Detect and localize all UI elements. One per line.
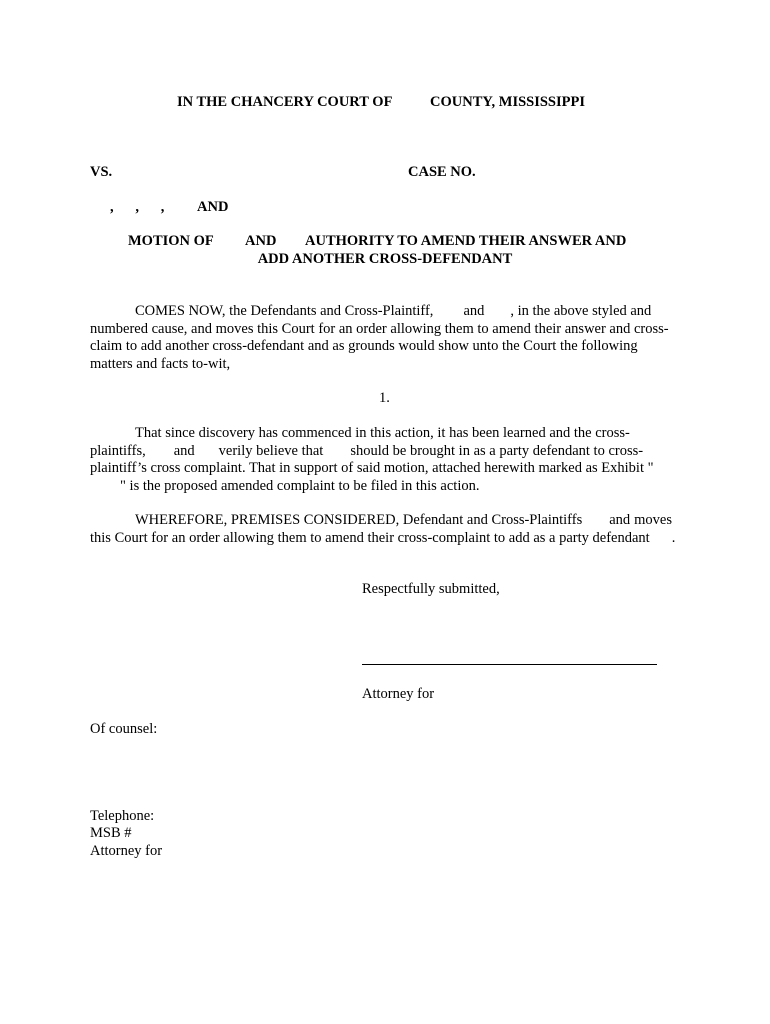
party-commas: , , , [110, 199, 165, 215]
respectfully-submitted: Respectfully submitted, [362, 581, 500, 597]
of-counsel-label: Of counsel: [90, 721, 158, 737]
p3-text-a: WHEREFORE, PREMISES CONSIDERED, Defendant and Cross-Plaintiffs [135, 512, 583, 528]
court-title-right: COUNTY, MISSISSIPPI [430, 94, 585, 110]
court-title-left: IN THE CHANCERY COURT OF [177, 94, 393, 110]
party-and: AND [197, 199, 229, 215]
p2-text-b: and [173, 442, 195, 459]
msb-label: MSB # [90, 825, 132, 841]
motion-title-part2: AND [245, 233, 277, 249]
p3-text-b: and [609, 512, 631, 528]
p3-text-d: . [671, 529, 676, 546]
telephone-label: Telephone: [90, 808, 155, 824]
case-no-label: CASE NO. [408, 164, 476, 180]
p2-text-c: verily believe that [218, 442, 324, 459]
p2-text-d: should be brought in as a party defendant to cross-plaintiff’s cross complaint. That in support of said motion, attached herewith marked as Exhibit " [90, 442, 654, 476]
paragraph-comes-now [90, 303, 680, 373]
p1-text-b: and [463, 303, 485, 319]
motion-title-part1: MOTION OF [128, 233, 214, 249]
counsel-attorney-for: Attorney for [90, 843, 163, 859]
p1-text-c: , in the above styled and numbered cause, and moves this Court for an order allowing them to amend their answer and cross-claim to add another cross-defendant and as grounds would show unto the Court the following matters and facts to-wit, [90, 303, 669, 372]
paragraph-discovery [90, 425, 680, 495]
motion-title-line2: ADD ANOTHER CROSS-DEFENDANT [257, 251, 513, 267]
motion-title-part3: AUTHORITY TO AMEND THEIR ANSWER AND [305, 233, 627, 249]
signature-attorney-for: Attorney for [362, 686, 435, 702]
p3-text-c: moves this Court for an order allowing them to amend their cross-complaint to add as a party defendant [90, 512, 673, 546]
section-number: 1. [379, 390, 390, 406]
vs-label: VS. [90, 164, 113, 180]
signature-line [362, 664, 657, 665]
p1-text-a: COMES NOW, the Defendants and Cross-Plaintiff, [135, 303, 434, 319]
p2-text-a: That since discovery has commenced in this action, it has been learned and the cross-plaintiffs, [90, 425, 630, 459]
p2-text-e: " is the proposed amended complaint to be filed in this action. [120, 477, 480, 494]
paragraph-wherefore [90, 512, 680, 547]
